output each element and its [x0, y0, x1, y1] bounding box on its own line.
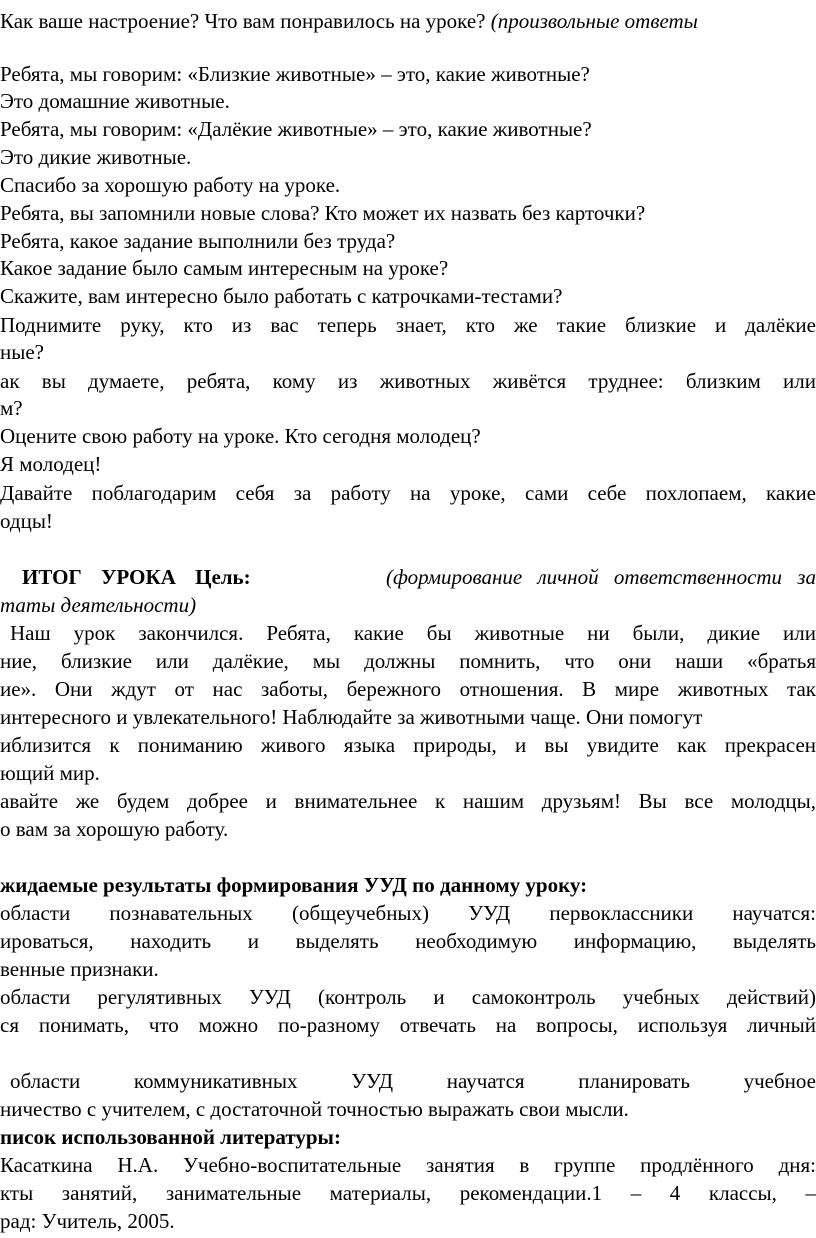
text-line: ироваться, находить и выделять необходимую информацию, выделять — [0, 929, 816, 953]
text-line: ющий мир. — [0, 761, 100, 785]
text-line: области познавательных (общеучебных) УУД первоклассники научатся: — [0, 901, 816, 925]
text-line: авайте же будем добрее и внимательнее к нашим друзьям! Вы все молодцы, — [0, 789, 816, 813]
text-line: Какое задание было самым интересным на уроке? — [0, 256, 449, 280]
text-line: Ребята, какое задание выполнили без труда? — [0, 229, 396, 253]
text-line: ся понимать, что можно по-разному отвечать на вопросы, используя личный — [0, 1013, 816, 1037]
text-line: Давайте поблагодарим себя за работу на уроке, сами себе похлопаем, какие — [0, 481, 816, 505]
section-heading-itog: ИТОГ УРОКА Цель: (формирование личной ответственности за — [22, 565, 816, 589]
section-heading-results: жидаемые результаты формирования УУД по данному уроку: — [0, 873, 588, 897]
text-line: таты деятельности) — [0, 593, 197, 617]
text-line: Это домашние животные. — [0, 89, 230, 113]
text-line: Поднимите руку, кто из вас теперь знает, кто же такие близкие и далёкие — [0, 313, 816, 337]
text-line: области коммуникативных УУД научатся планировать учебное — [10, 1069, 816, 1093]
text-line: интересного и увлекательного! Наблюдайте за животными чаще. Они помогут — [0, 705, 703, 729]
text-line: Ребята, вы запомнили новые слова? Кто может их назвать без карточки? — [0, 201, 646, 225]
text-line: иблизится к пониманию живого языка природы, и вы увидите как прекрасен — [0, 733, 816, 757]
text-line: кты занятий, занимательные материалы, рекомендации.1 – 4 классы, – — [0, 1181, 816, 1205]
text-line: Наш урок закончился. Ребята, какие бы животные ни были, дикие или — [10, 621, 816, 645]
text-line: ные? — [0, 340, 44, 364]
text-line: Как ваше настроение? Что вам понравилось на уроке? (произвольные ответы — [0, 9, 698, 33]
text-line: Скажите, вам интересно было работать с катрочками-тестами? — [0, 284, 563, 308]
text-line: ние, близкие или далёкие, мы должны помнить, что они наши «братья — [0, 649, 816, 673]
text-line: Ребята, мы говорим: «Далёкие животные» – это, какие животные? — [0, 117, 592, 141]
text-line: рад: Учитель, 2005. — [0, 1209, 175, 1233]
text-line: Это дикие животные. — [0, 145, 192, 169]
text-line: одцы! — [0, 509, 53, 533]
text-line: венные признаки. — [0, 957, 159, 981]
text-line: ничество с учителем, с достаточной точностью выражать свои мысли. — [0, 1097, 629, 1121]
text-line: Оцените свою работу на уроке. Кто сегодня молодец? — [0, 424, 481, 448]
text-line: Спасибо за хорошую работу на уроке. — [0, 173, 341, 197]
text-line: области регулятивных УУД (контроль и самоконтроль учебных действий) — [0, 985, 816, 1009]
text-line: Ребята, мы говорим: «Близкие животные» – это, какие животные? — [0, 62, 590, 86]
text-line: ие». Они ждут от нас заботы, бережного отношения. В мире животных так — [0, 677, 816, 701]
text-line: м? — [0, 396, 23, 420]
section-heading-literature: писок использованной литературы: — [0, 1125, 341, 1149]
text-line: о вам за хорошую работу. — [0, 817, 229, 841]
text-line: ак вы думаете, ребята, кому из животных живётся труднее: близким или — [0, 369, 816, 393]
text-line: Я молодец! — [0, 452, 102, 476]
text-line: Касаткина Н.А. Учебно-воспитательные занятия в группе продлённого дня: — [0, 1153, 816, 1177]
